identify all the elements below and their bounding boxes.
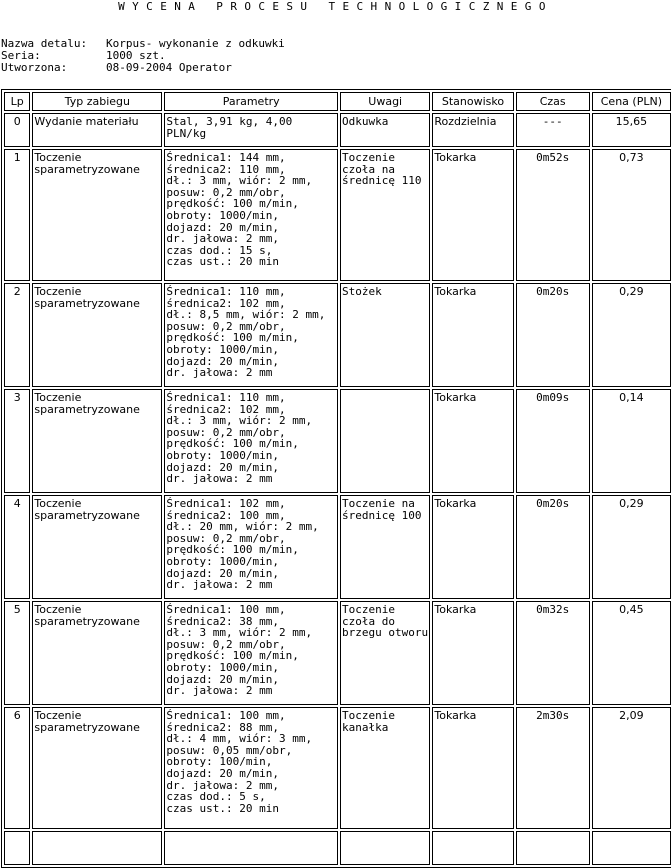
- cell-lp: 6: [4, 707, 30, 829]
- cell-lp: 0: [4, 113, 30, 147]
- cell-uwagi: Toczenie czoła na średnicę 110: [340, 149, 430, 281]
- cell-cena: 0,45: [592, 601, 671, 705]
- cell-typ: Toczenie sparametryzowane: [32, 707, 162, 829]
- meta-value: 08-09-2004 Operator: [106, 61, 232, 74]
- table-row-partial: [4, 831, 671, 865]
- cell-lp: 1: [4, 149, 30, 281]
- cell-typ: Toczenie sparametryzowane: [32, 601, 162, 705]
- meta-label: Utworzona:: [1, 61, 68, 74]
- table-row: [4, 283, 671, 387]
- cell-czas: 0m20s: [516, 283, 590, 387]
- column-header-cena: Cena (PLN): [592, 92, 671, 111]
- meta-label: Seria:: [1, 49, 41, 62]
- cell-parametry: Średnica1: 110 mm, średnica2: 102 mm, dł.: 8,5 mm, wiór: 2 mm, posuw: 0,2 mm/obr, prędkość: 100 m/min, obroty: 1000/min, dojazd: 20 m/min, dr. jałowa: 2 mm: [164, 283, 338, 387]
- cell-czas: ---: [516, 113, 590, 147]
- table-row: [4, 495, 671, 599]
- cell-czas: 0m32s: [516, 601, 590, 705]
- table-row: [4, 707, 671, 829]
- cell-stanowisko: Tokarka: [432, 495, 513, 599]
- cell-uwagi: Toczenie czoła do brzegu otworu: [340, 601, 430, 705]
- cell-typ: Wydanie materiału: [32, 113, 162, 147]
- table-row: [4, 601, 671, 705]
- cell-uwagi: Odkuwka: [340, 113, 430, 147]
- table-header-row: [4, 92, 671, 111]
- cell-stanowisko: Tokarka: [432, 601, 513, 705]
- meta-label: Nazwa detalu:: [1, 37, 88, 50]
- cell-cena: 0,29: [592, 495, 671, 599]
- cell-czas: 0m20s: [516, 495, 590, 599]
- meta-value: 1000 szt.: [106, 49, 166, 62]
- cell-czas: 0m52s: [516, 149, 590, 281]
- cell-uwagi: Toczenie na średnicę 100: [340, 495, 430, 599]
- cell-typ: Toczenie sparametryzowane: [32, 149, 162, 281]
- table-row: [4, 389, 671, 493]
- cell-cena: 0,29: [592, 283, 671, 387]
- meta-value: Korpus- wykonanie z odkuwki: [106, 37, 285, 50]
- cell-lp: 4: [4, 495, 30, 599]
- cell-parametry: Średnica1: 110 mm, średnica2: 102 mm, dł.: 3 mm, wiór: 2 mm, posuw: 0,2 mm/obr, prędkość: 100 m/min, obroty: 1000/min, dojazd: 20 m/min, dr. jałowa: 2 mm: [164, 389, 338, 493]
- cell-lp: 3: [4, 389, 30, 493]
- table-row: [4, 113, 671, 147]
- cell-cena: 0,14: [592, 389, 671, 493]
- column-header-uwagi: Uwagi: [340, 92, 430, 111]
- document-meta: [1, 38, 285, 74]
- column-header-czas: Czas: [516, 92, 590, 111]
- cell-czas: 0m09s: [516, 389, 590, 493]
- page-title: WYCENA PROCESU TECHNOLOGICZNEGO: [118, 0, 553, 13]
- cell-cena: 15,65: [592, 113, 671, 147]
- meta-created: [1, 62, 285, 74]
- cell-stanowisko: Tokarka: [432, 283, 513, 387]
- cell-parametry: Średnica1: 100 mm, średnica2: 88 mm, dł.: 4 mm, wiór: 3 mm, posuw: 0,05 mm/obr, obroty: 100/min, dojazd: 20 m/min, dr. jałowa: 2 mm, czas dod.: 5 s, czas ust.: 20 min: [164, 707, 338, 829]
- cell-lp: 5: [4, 601, 30, 705]
- cell-typ: Toczenie sparametryzowane: [32, 389, 162, 493]
- empty-cell: [4, 831, 30, 865]
- operations-table: [1, 89, 671, 868]
- cell-czas: 2m30s: [516, 707, 590, 829]
- cell-uwagi: Stożek: [340, 283, 430, 387]
- cell-parametry: Średnica1: 102 mm, średnica2: 100 mm, dł.: 20 mm, wiór: 2 mm, posuw: 0,2 mm/obr, prędkość: 100 m/min, obroty: 1000/min, dojazd: 20 m/min, dr. jałowa: 2 mm: [164, 495, 338, 599]
- empty-cell: [592, 831, 671, 865]
- cell-uwagi: [340, 389, 430, 493]
- column-header-stanowisko: Stanowisko: [432, 92, 513, 111]
- cell-stanowisko: Tokarka: [432, 389, 513, 493]
- empty-cell: [432, 831, 513, 865]
- empty-cell: [340, 831, 430, 865]
- cell-stanowisko: Rozdzielnia: [432, 113, 513, 147]
- cell-parametry: Stal, 3,91 kg, 4,00 PLN/kg: [164, 113, 338, 147]
- empty-cell: [164, 831, 338, 865]
- column-header-typ: Typ zabiegu: [32, 92, 162, 111]
- cell-typ: Toczenie sparametryzowane: [32, 283, 162, 387]
- empty-cell: [32, 831, 162, 865]
- cell-parametry: Średnica1: 100 mm, średnica2: 38 mm, dł.: 3 mm, wiór: 2 mm, posuw: 0,2 mm/obr, prędkość: 100 m/min, obroty: 1000/min, dojazd: 20 m/min, dr. jałowa: 2 mm: [164, 601, 338, 705]
- cell-cena: 2,09: [592, 707, 671, 829]
- cell-lp: 2: [4, 283, 30, 387]
- cell-typ: Toczenie sparametryzowane: [32, 495, 162, 599]
- cell-uwagi: Toczenie kanałka: [340, 707, 430, 829]
- cell-parametry: Średnica1: 144 mm, średnica2: 110 mm, dł.: 3 mm, wiór: 2 mm, posuw: 0,2 mm/obr, prędkość: 100 m/min, obroty: 1000/min, dojazd: 20 m/min, dr. jałowa: 2 mm, czas dod.: 15 s, czas ust.: 20 min: [164, 149, 338, 281]
- empty-cell: [516, 831, 590, 865]
- cell-stanowisko: Tokarka: [432, 149, 513, 281]
- column-header-lp: Lp: [4, 92, 30, 111]
- cell-stanowisko: Tokarka: [432, 707, 513, 829]
- cell-cena: 0,73: [592, 149, 671, 281]
- table-row: [4, 149, 671, 281]
- column-header-parametry: Parametry: [164, 92, 338, 111]
